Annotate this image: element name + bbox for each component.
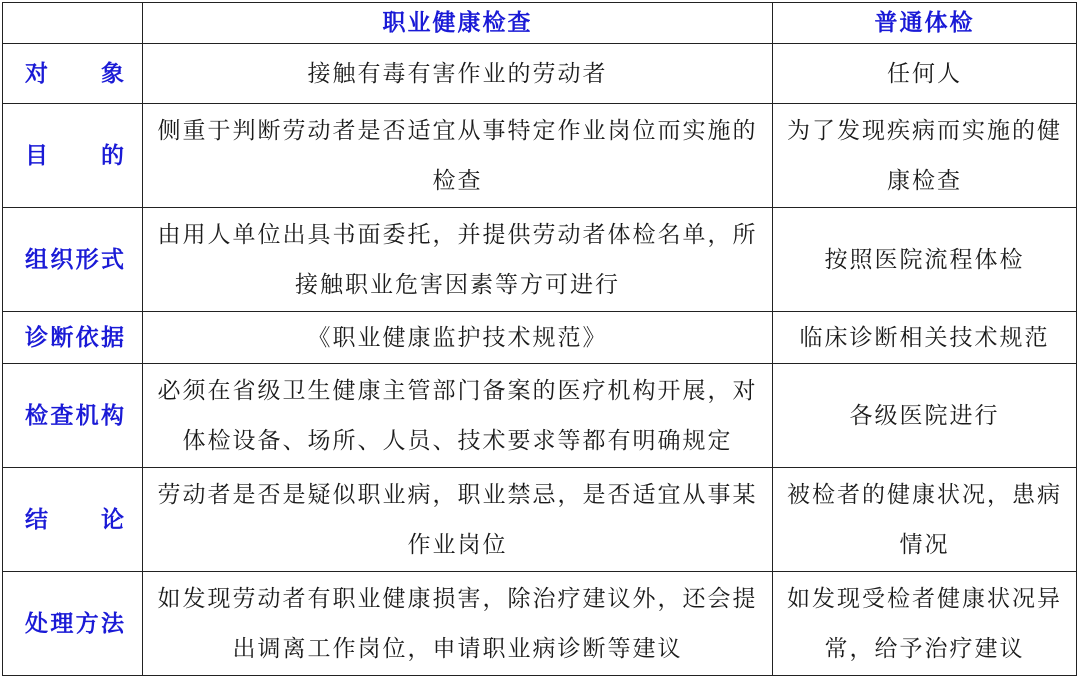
occupational-cell: 由用人单位出具书面委托，并提供劳动者体检名单，所接触职业危害因素等方可进行 (143, 208, 773, 312)
row-label: 组织形式 (3, 208, 143, 312)
table-row (3, 364, 1077, 468)
header-row (3, 3, 1077, 44)
table-row (3, 312, 1077, 364)
header-corner-cell (3, 3, 143, 44)
occupational-cell: 侧重于判断劳动者是否适宜从事特定作业岗位而实施的检查 (143, 104, 773, 208)
occupational-cell: 《职业健康监护技术规范》 (143, 312, 773, 364)
header-general-check: 普通体检 (773, 3, 1077, 44)
general-cell: 为了发现疾病而实施的健康检查 (773, 104, 1077, 208)
general-cell: 如发现受检者健康状况异常，给予治疗建议 (773, 572, 1077, 676)
occupational-cell: 如发现劳动者有职业健康损害，除治疗建议外，还会提出调离工作岗位，申请职业病诊断等建议 (143, 572, 773, 676)
table-row (3, 468, 1077, 572)
row-label: 结 论 (3, 468, 143, 572)
row-label: 目 的 (3, 104, 143, 208)
comparison-table (2, 2, 1077, 676)
general-cell: 被检者的健康状况，患病情况 (773, 468, 1077, 572)
row-label: 检查机构 (3, 364, 143, 468)
general-cell: 各级医院进行 (773, 364, 1077, 468)
header-occupational-check: 职业健康检查 (143, 3, 773, 44)
occupational-cell: 必须在省级卫生健康主管部门备案的医疗机构开展，对体检设备、场所、人员、技术要求等都有明确规定 (143, 364, 773, 468)
table-row (3, 208, 1077, 312)
table-row (3, 44, 1077, 104)
general-cell: 临床诊断相关技术规范 (773, 312, 1077, 364)
row-label: 处理方法 (3, 572, 143, 676)
row-label: 诊断依据 (3, 312, 143, 364)
table-row (3, 572, 1077, 676)
general-cell: 任何人 (773, 44, 1077, 104)
occupational-cell: 接触有毒有害作业的劳动者 (143, 44, 773, 104)
table-row (3, 104, 1077, 208)
general-cell: 按照医院流程体检 (773, 208, 1077, 312)
occupational-cell: 劳动者是否是疑似职业病，职业禁忌，是否适宜从事某作业岗位 (143, 468, 773, 572)
row-label: 对 象 (3, 44, 143, 104)
